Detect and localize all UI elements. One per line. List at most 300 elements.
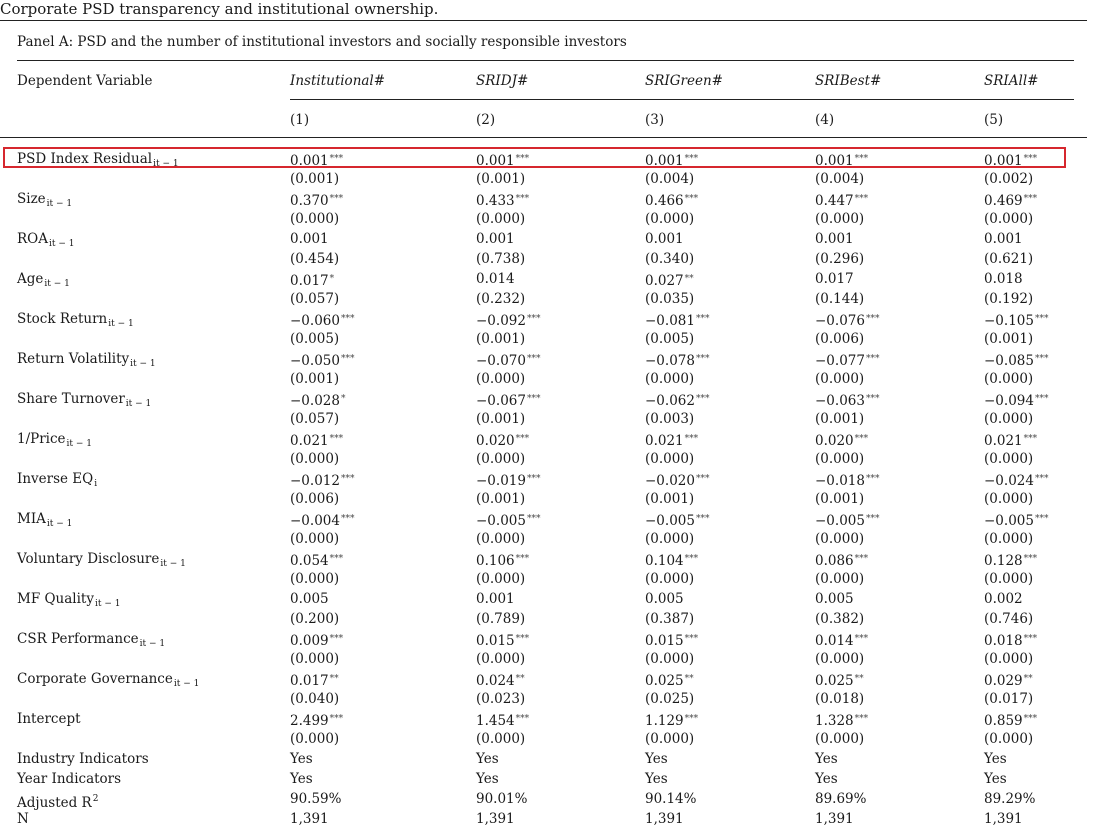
coefficient-cell: [645, 670, 694, 690]
footer-label-text: Industry Indicators: [17, 751, 149, 767]
p-value-cell: (0.017): [984, 691, 1034, 707]
coefficient-cell: [815, 390, 879, 410]
significance-stars: ***: [329, 554, 344, 564]
p-value-cell: (0.000): [984, 731, 1034, 747]
coefficient-value: 0.005: [290, 591, 329, 607]
significance-stars: ***: [695, 314, 710, 324]
significance-stars: ***: [854, 554, 869, 564]
coefficient-value: −0.050: [290, 353, 340, 369]
coefficient-cell: [645, 350, 709, 370]
row-label-text: CSR Performance: [17, 631, 139, 647]
coefficient-value: −0.094: [984, 393, 1034, 409]
significance-stars: ***: [1034, 354, 1049, 364]
significance-stars: ***: [526, 354, 541, 364]
header-num-4: (4): [815, 112, 835, 128]
coefficient-value: 0.020: [815, 433, 854, 449]
significance-stars: ***: [865, 514, 880, 524]
significance-stars: ***: [854, 434, 869, 444]
significance-stars: ***: [695, 474, 710, 484]
coefficient-value: −0.012: [290, 473, 340, 489]
coefficient-cell: [290, 510, 354, 530]
coefficient-value: 0.025: [815, 673, 854, 689]
row-label: [17, 230, 74, 253]
significance-stars: **: [854, 674, 864, 684]
header-dependent-variable: Dependent Variable: [17, 73, 153, 89]
coefficient-value: 0.106: [476, 553, 515, 569]
coefficient-cell: [476, 550, 529, 570]
significance-stars: ***: [1023, 154, 1038, 164]
coefficient-cell: [984, 510, 1048, 530]
p-value-cell: (0.001): [476, 411, 526, 427]
coefficient-value: 0.447: [815, 193, 854, 209]
p-value-cell: (0.000): [815, 531, 865, 547]
significance-stars: ***: [684, 554, 699, 564]
header-num-3: (3): [645, 112, 665, 128]
p-value-cell: (0.000): [984, 531, 1034, 547]
significance-stars: ***: [515, 154, 530, 164]
coefficient-value: 2.499: [290, 713, 329, 729]
coefficient-value: −0.077: [815, 353, 865, 369]
p-value-cell: (0.000): [476, 451, 526, 467]
header-col-sribest: SRIBest#: [815, 73, 882, 89]
footer-label-text: N: [17, 811, 29, 827]
p-value-cell: (0.232): [476, 291, 526, 307]
p-value-cell: (0.000): [984, 451, 1034, 467]
p-value-cell: (0.387): [645, 611, 695, 627]
row-label-text: PSD Index Residual: [17, 151, 153, 167]
p-value-cell: (0.000): [290, 531, 340, 547]
significance-stars: ***: [684, 634, 699, 644]
coefficient-value: 0.002: [984, 591, 1023, 607]
coefficient-cell: [815, 510, 879, 530]
coefficient-cell: [984, 390, 1048, 410]
coefficient-cell: [984, 550, 1037, 570]
footer-value-cell: 89.29%: [984, 791, 1036, 807]
coefficient-cell: [476, 630, 529, 650]
significance-stars: ***: [695, 354, 710, 364]
p-value-cell: (0.621): [984, 251, 1034, 267]
row-label-text: Inverse EQ: [17, 471, 94, 487]
coefficient-cell: [645, 590, 684, 608]
row-label: [17, 590, 120, 613]
significance-stars: ***: [1034, 514, 1049, 524]
coefficient-cell: [290, 390, 345, 410]
table-caption: Corporate PSD transparency and institutional ownership.: [0, 0, 439, 18]
coefficient-cell: [645, 630, 698, 650]
coefficient-value: −0.062: [645, 393, 695, 409]
coefficient-value: 0.001: [476, 153, 515, 169]
coefficient-value: 0.027: [645, 273, 684, 289]
coefficient-value: 0.029: [984, 673, 1023, 689]
coefficient-cell: [476, 430, 529, 450]
coefficient-value: −0.028: [290, 393, 340, 409]
footer-value-cell: 90.59%: [290, 791, 342, 807]
coefficient-cell: [984, 310, 1048, 330]
p-value-cell: (0.001): [476, 491, 526, 507]
p-value-cell: (0.001): [645, 491, 695, 507]
coefficient-cell: [984, 190, 1037, 210]
coefficient-value: 0.466: [645, 193, 684, 209]
p-value-cell: (0.000): [815, 651, 865, 667]
significance-stars: ***: [515, 714, 530, 724]
coefficient-value: −0.063: [815, 393, 865, 409]
coefficient-cell: [290, 670, 339, 690]
significance-stars: ***: [865, 394, 880, 404]
significance-stars: **: [684, 674, 694, 684]
coefficient-value: −0.081: [645, 313, 695, 329]
row-label-subscript: it − 1: [46, 199, 73, 209]
significance-stars: ***: [329, 714, 344, 724]
significance-stars: ***: [1023, 714, 1038, 724]
p-value-cell: (0.000): [645, 531, 695, 547]
p-value-cell: (0.000): [984, 411, 1034, 427]
p-value-cell: (0.000): [476, 211, 526, 227]
significance-stars: ***: [865, 354, 880, 364]
row-label: [17, 430, 92, 453]
p-value-cell: (0.001): [815, 411, 865, 427]
coefficient-cell: [984, 350, 1048, 370]
row-label-text: 1/Price: [17, 431, 66, 447]
coefficient-value: 0.021: [984, 433, 1023, 449]
significance-stars: ***: [526, 394, 541, 404]
significance-stars: ***: [329, 634, 344, 644]
row-label-subscript: it − 1: [94, 599, 121, 609]
footer-value-cell: Yes: [645, 771, 668, 787]
coefficient-value: 0.001: [290, 153, 329, 169]
significance-stars: ***: [1034, 314, 1049, 324]
p-value-cell: (0.789): [476, 611, 526, 627]
row-label: [17, 550, 186, 573]
coefficient-value: 0.001: [984, 231, 1023, 247]
coefficient-cell: [645, 310, 709, 330]
footer-value-cell: Yes: [290, 751, 313, 767]
significance-stars: ***: [1023, 434, 1038, 444]
row-label-subscript: it − 1: [66, 439, 93, 449]
coefficient-cell: [815, 430, 868, 450]
coefficient-value: −0.004: [290, 513, 340, 529]
p-value-cell: (0.000): [290, 211, 340, 227]
row-label: [17, 710, 81, 728]
row-label-subscript: it − 1: [46, 519, 73, 529]
footer-value-cell: Yes: [984, 771, 1007, 787]
footer-row-label: [17, 770, 121, 788]
p-value-cell: (0.057): [290, 411, 340, 427]
row-label: [17, 510, 72, 533]
coefficient-cell: [645, 230, 684, 248]
coefficient-value: 0.009: [290, 633, 329, 649]
coefficient-cell: [290, 310, 354, 330]
significance-stars: ***: [854, 194, 869, 204]
coefficient-cell: [984, 430, 1037, 450]
p-value-cell: (0.018): [815, 691, 865, 707]
coefficient-value: −0.019: [476, 473, 526, 489]
row-label-subscript: it − 1: [44, 279, 70, 289]
coefficient-cell: [645, 190, 698, 210]
p-value-cell: (0.746): [984, 611, 1034, 627]
footer-value-cell: 1,391: [984, 811, 1023, 827]
coefficient-value: −0.105: [984, 313, 1034, 329]
coefficient-value: 0.021: [645, 433, 684, 449]
significance-stars: ***: [340, 514, 355, 524]
coefficient-value: 0.021: [290, 433, 329, 449]
significance-stars: ***: [684, 714, 699, 724]
significance-stars: ***: [526, 514, 541, 524]
header-num-2: (2): [476, 112, 496, 128]
p-value-cell: (0.005): [290, 331, 340, 347]
row-label-text: Stock Return: [17, 311, 108, 327]
significance-stars: ***: [515, 434, 530, 444]
coefficient-cell: [290, 430, 343, 450]
row-label-text: Share Turnover: [17, 391, 125, 407]
p-value-cell: (0.340): [645, 251, 695, 267]
significance-stars: *: [329, 274, 335, 284]
coefficient-value: 1.129: [645, 713, 684, 729]
row-label: [17, 670, 199, 693]
p-value-cell: (0.192): [984, 291, 1034, 307]
coefficient-cell: [290, 230, 329, 248]
p-value-cell: (0.000): [815, 451, 865, 467]
p-value-cell: (0.000): [645, 451, 695, 467]
row-label-subscript: it − 1: [108, 319, 134, 329]
significance-stars: ***: [1034, 394, 1049, 404]
footer-row-label: [17, 810, 29, 828]
p-value-cell: (0.000): [984, 371, 1034, 387]
panel-rule: [17, 60, 1074, 61]
significance-stars: ***: [1023, 634, 1038, 644]
row-label: [17, 630, 165, 653]
coefficient-value: −0.005: [984, 513, 1034, 529]
p-value-cell: (0.001): [290, 171, 340, 187]
significance-stars: ***: [340, 314, 355, 324]
coefficient-cell: [476, 310, 540, 330]
p-value-cell: (0.035): [645, 291, 695, 307]
footer-row-label: [17, 750, 149, 768]
significance-stars: **: [1023, 674, 1033, 684]
footer-value-cell: Yes: [476, 751, 499, 767]
coefficient-value: 0.025: [645, 673, 684, 689]
p-value-cell: (0.000): [476, 371, 526, 387]
coefficient-cell: [984, 710, 1037, 730]
coefficient-value: −0.005: [815, 513, 865, 529]
footer-value-cell: 89.69%: [815, 791, 867, 807]
significance-stars: ***: [329, 194, 344, 204]
coefficient-value: 0.001: [984, 153, 1023, 169]
coefficient-cell: [645, 390, 709, 410]
significance-stars: ***: [526, 314, 541, 324]
coefficient-cell: [290, 630, 343, 650]
significance-stars: ***: [1034, 474, 1049, 484]
row-label-subscript: it − 1: [173, 679, 200, 689]
coefficient-cell: [290, 270, 334, 290]
p-value-cell: (0.000): [290, 651, 340, 667]
coefficient-cell: [815, 190, 868, 210]
footer-label-superscript: 2: [92, 794, 99, 804]
coefficient-value: 1.454: [476, 713, 515, 729]
significance-stars: ***: [329, 154, 344, 164]
significance-stars: ***: [515, 554, 530, 564]
row-label: [17, 470, 97, 493]
significance-stars: **: [515, 674, 525, 684]
coefficient-cell: [984, 270, 1023, 288]
p-value-cell: (0.000): [984, 571, 1034, 587]
coefficient-cell: [645, 710, 698, 730]
coefficient-value: −0.005: [645, 513, 695, 529]
coefficient-cell: [815, 670, 864, 690]
p-value-cell: (0.000): [645, 211, 695, 227]
significance-stars: ***: [515, 634, 530, 644]
coefficient-value: 0.005: [815, 591, 854, 607]
coefficient-value: 0.001: [476, 591, 515, 607]
p-value-cell: (0.040): [290, 691, 340, 707]
footer-value-cell: Yes: [815, 771, 838, 787]
coefficient-value: 0.017: [815, 271, 854, 287]
coefficient-cell: [984, 230, 1023, 248]
p-value-cell: (0.000): [984, 211, 1034, 227]
coefficient-cell: [645, 470, 709, 490]
row-label-subscript: it − 1: [160, 559, 186, 569]
coefficient-value: −0.085: [984, 353, 1034, 369]
p-value-cell: (0.005): [645, 331, 695, 347]
row-label-text: Corporate Governance: [17, 671, 173, 687]
significance-stars: ***: [865, 474, 880, 484]
header-num-1: (1): [290, 112, 310, 128]
coefficient-value: 0.859: [984, 713, 1023, 729]
coefficient-cell: [476, 230, 515, 248]
coefficient-value: −0.060: [290, 313, 340, 329]
significance-stars: ***: [684, 154, 699, 164]
row-label-subscript: it − 1: [125, 399, 152, 409]
coefficient-value: −0.024: [984, 473, 1034, 489]
coefficient-cell: [290, 470, 354, 490]
footer-value-cell: 90.14%: [645, 791, 697, 807]
row-label-text: ROA: [17, 231, 48, 247]
coefficient-cell: [815, 590, 854, 608]
coefficient-cell: [476, 670, 525, 690]
coefficient-value: 0.104: [645, 553, 684, 569]
coefficient-value: 0.015: [645, 633, 684, 649]
coefficient-cell: [984, 670, 1033, 690]
coefficient-value: −0.005: [476, 513, 526, 529]
footer-value-cell: 90.01%: [476, 791, 528, 807]
coefficient-value: −0.078: [645, 353, 695, 369]
coefficient-cell: [815, 470, 879, 490]
coefficient-value: −0.092: [476, 313, 526, 329]
coefficient-value: 0.020: [476, 433, 515, 449]
p-value-cell: (0.000): [815, 731, 865, 747]
p-value-cell: (0.001): [290, 371, 340, 387]
coefficient-cell: [815, 230, 854, 248]
p-value-cell: (0.057): [290, 291, 340, 307]
row-label-text: MF Quality: [17, 591, 94, 607]
significance-stars: ***: [1023, 194, 1038, 204]
p-value-cell: (0.001): [815, 491, 865, 507]
significance-stars: ***: [340, 474, 355, 484]
coefficient-value: 0.001: [815, 231, 854, 247]
coefficient-value: 0.018: [984, 271, 1023, 287]
header-num-5: (5): [984, 112, 1004, 128]
coefficient-cell: [476, 510, 540, 530]
p-value-cell: (0.023): [476, 691, 526, 707]
p-value-cell: (0.296): [815, 251, 865, 267]
significance-stars: ***: [684, 194, 699, 204]
row-label: [17, 390, 151, 413]
p-value-cell: (0.000): [645, 571, 695, 587]
row-label-subscript: it − 1: [130, 359, 156, 369]
coefficient-cell: [815, 550, 868, 570]
coefficient-cell: [815, 710, 868, 730]
coefficient-value: 0.433: [476, 193, 515, 209]
coefficient-value: 0.024: [476, 673, 515, 689]
coefficient-value: 0.018: [984, 633, 1023, 649]
significance-stars: ***: [854, 154, 869, 164]
coefficient-cell: [815, 350, 879, 370]
coefficient-value: −0.018: [815, 473, 865, 489]
header-col-sridj: SRIDJ#: [476, 73, 529, 89]
p-value-cell: (0.000): [290, 731, 340, 747]
significance-stars: ***: [865, 314, 880, 324]
coefficient-cell: [290, 710, 343, 730]
p-value-cell: (0.000): [645, 371, 695, 387]
footer-row-label: [17, 790, 98, 812]
p-value-cell: (0.000): [984, 491, 1034, 507]
significance-stars: ***: [526, 474, 541, 484]
coefficient-cell: [984, 470, 1048, 490]
coefficient-value: −0.076: [815, 313, 865, 329]
coefficient-cell: [290, 190, 343, 210]
p-value-cell: (0.454): [290, 251, 340, 267]
p-value-cell: (0.000): [645, 651, 695, 667]
row-label-text: MIA: [17, 511, 46, 527]
p-value-cell: (0.382): [815, 611, 865, 627]
coefficient-value: 0.054: [290, 553, 329, 569]
footer-value-cell: Yes: [645, 751, 668, 767]
footer-value-cell: Yes: [984, 751, 1007, 767]
footer-value-cell: 1,391: [645, 811, 684, 827]
row-label-text: Age: [17, 271, 44, 287]
footer-value-cell: 1,391: [290, 811, 329, 827]
coefficient-value: 0.001: [290, 231, 329, 247]
footer-value-cell: Yes: [815, 751, 838, 767]
p-value-cell: (0.000): [290, 571, 340, 587]
coefficient-value: 0.015: [476, 633, 515, 649]
coefficient-cell: [476, 590, 515, 608]
p-value-cell: (0.000): [815, 571, 865, 587]
significance-stars: ***: [695, 394, 710, 404]
coefficient-value: 0.128: [984, 553, 1023, 569]
significance-stars: ***: [340, 354, 355, 364]
header-bottom-rule: [0, 137, 1087, 138]
row-label-text: Voluntary Disclosure: [17, 551, 160, 567]
coefficient-cell: [476, 390, 540, 410]
p-value-cell: (0.000): [815, 371, 865, 387]
coefficient-value: −0.020: [645, 473, 695, 489]
footer-label-text: Year Indicators: [17, 771, 122, 787]
coefficient-value: 0.005: [645, 591, 684, 607]
coefficient-value: 0.001: [815, 153, 854, 169]
coefficient-cell: [476, 710, 529, 730]
row-label: [17, 270, 70, 293]
coefficient-value: 1.328: [815, 713, 854, 729]
row-label-text: Size: [17, 191, 46, 207]
coefficient-cell: [476, 470, 540, 490]
footer-value-cell: 1,391: [476, 811, 515, 827]
coefficient-cell: [476, 270, 515, 288]
p-value-cell: (0.000): [476, 731, 526, 747]
p-value-cell: (0.000): [476, 531, 526, 547]
coefficient-value: 0.014: [476, 271, 515, 287]
coefficient-value: 0.001: [476, 231, 515, 247]
row-label-subscript: it − 1: [153, 159, 179, 169]
